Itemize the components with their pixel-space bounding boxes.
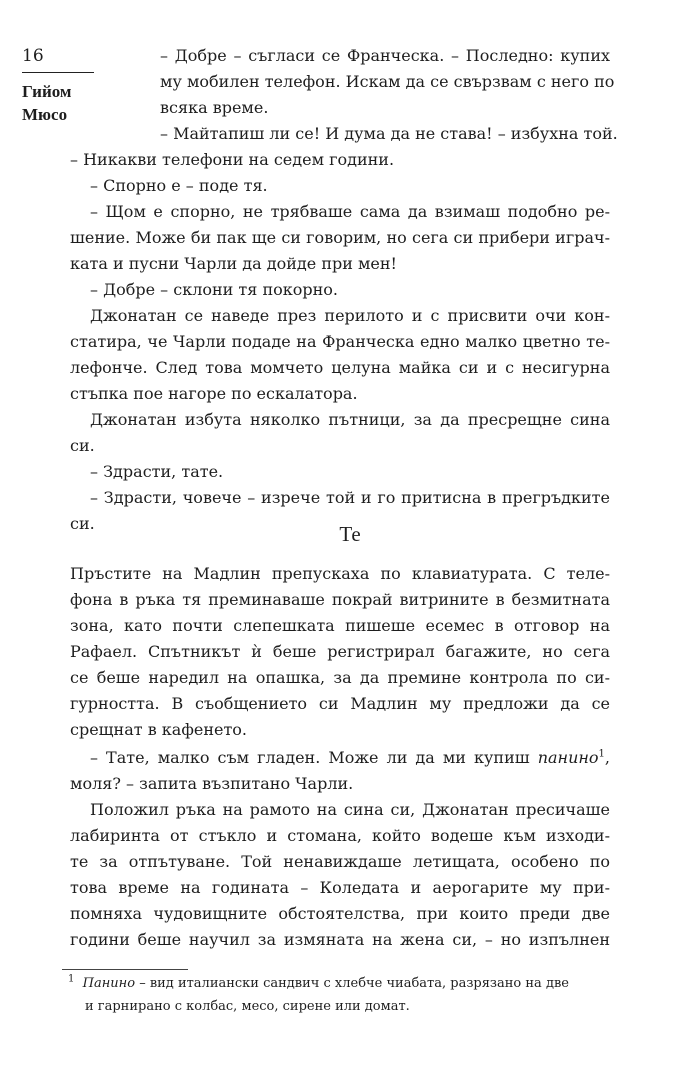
section-heading: Те <box>339 522 361 546</box>
footnote-rule <box>62 969 188 970</box>
text-line: ката и пусни Чарли да дойде при мен! <box>70 254 397 273</box>
text-line: зона, като почти слепешката пишеше есемес в отговор на <box>70 616 610 635</box>
footnote-ref: 1 <box>598 748 605 760</box>
text-block-3 <box>70 745 610 953</box>
text-line: шение. Може би пак ще си говорим, но сега си прибери играч- <box>70 228 610 247</box>
text-line: всяка време. <box>160 98 269 117</box>
author-line-1: Гийом <box>22 82 72 101</box>
text-line: това време на годината – Коледата и аерогарите му при- <box>70 878 610 897</box>
text-line: Джонатан се наведе през перилото и с присвити очи кон- <box>90 306 610 325</box>
text-fragment: , <box>604 748 611 767</box>
page-number: 16 <box>22 46 44 66</box>
text-line: лабиринта от стъкло и стомана, който водеше към изходи- <box>70 826 610 845</box>
text-line: гурността. В съобщението си Мадлин му предложи да се <box>70 694 610 713</box>
text-line: срещнат в кафенето. <box>70 720 248 739</box>
text-line: – Добре – склони тя покорно. <box>90 280 338 299</box>
footnote-line-1 <box>68 972 638 995</box>
text-line: – Здрасти, човече – изрече той и го притисна в прегръдките <box>90 488 610 507</box>
text-line: си. <box>70 436 95 455</box>
text-line: фона в ръка тя преминаваше покрай витрините в безмитната <box>70 590 610 609</box>
text-line: – Никакви телефони на седем години. <box>70 150 395 169</box>
text-line: моля? – запита възпитано Чарли. <box>70 774 354 793</box>
footnote-line-2: и гарнирано с колбас, месо, сирене или домат. <box>85 999 410 1014</box>
footnote-marker: 1 <box>68 973 75 985</box>
text-fragment: – Тате, малко съм гладен. Може ли да ми купиш <box>90 748 530 767</box>
footnote <box>68 972 638 1018</box>
text-line: помняха чудовищните обстоятелства, при които преди две <box>70 904 610 923</box>
text-block-1 <box>70 43 618 537</box>
text-line: Рафаел. Спътникът ѝ беше регистрирал багажите, но сега <box>70 642 610 661</box>
text-block-2 <box>70 561 610 743</box>
text-line: Джонатан избута няколко пътници, за да пресрещне сина <box>90 410 610 429</box>
text-line: – Здрасти, тате. <box>90 462 224 481</box>
text-line: Положил ръка на рамото на сина си, Джонатан пресичаше <box>90 800 610 819</box>
text-line: му мобилен телефон. Искам да се свързвам с него по <box>160 72 615 91</box>
text-line: те за отпътуване. Той ненавиждаше летищата, особено по <box>70 852 610 871</box>
text-line: лефонче. След това момчето целуна майка си и с несигурна <box>70 358 610 377</box>
text-line: се беше наредил на опашка, за да премине контрола по си- <box>70 668 610 687</box>
text-line: стъпка пое нагоре по ескалатора. <box>70 384 358 403</box>
text-line: – Майтапиш ли се! И дума да не става! – избухна той. <box>160 124 618 143</box>
author-line-2: Мюсо <box>22 105 68 124</box>
text-line: Пръстите на Мадлин препускаха по клавиатурата. С теле- <box>70 564 610 583</box>
text-line: си. <box>70 514 95 533</box>
footnote-term: Панино <box>82 976 136 991</box>
text-line-with-footnote <box>90 745 610 771</box>
text-line: – Спорно е – поде тя. <box>90 176 268 195</box>
footnote-text: – вид италиански сандвич с хлебче чиабата, разрязано на две <box>135 976 569 991</box>
text-line: години беше научил за измяната на жена си, – но изпълнен <box>70 930 610 949</box>
text-line: статира, че Чарли подаде на Франческа едно малко цветно те- <box>70 332 610 351</box>
text-line: – Щом е спорно, не трябваше сама да взимаш подобно ре- <box>90 202 610 221</box>
italic-term: панино <box>537 748 599 767</box>
text-line: – Добре – съгласи се Франческа. – Последно: купих <box>160 46 610 65</box>
